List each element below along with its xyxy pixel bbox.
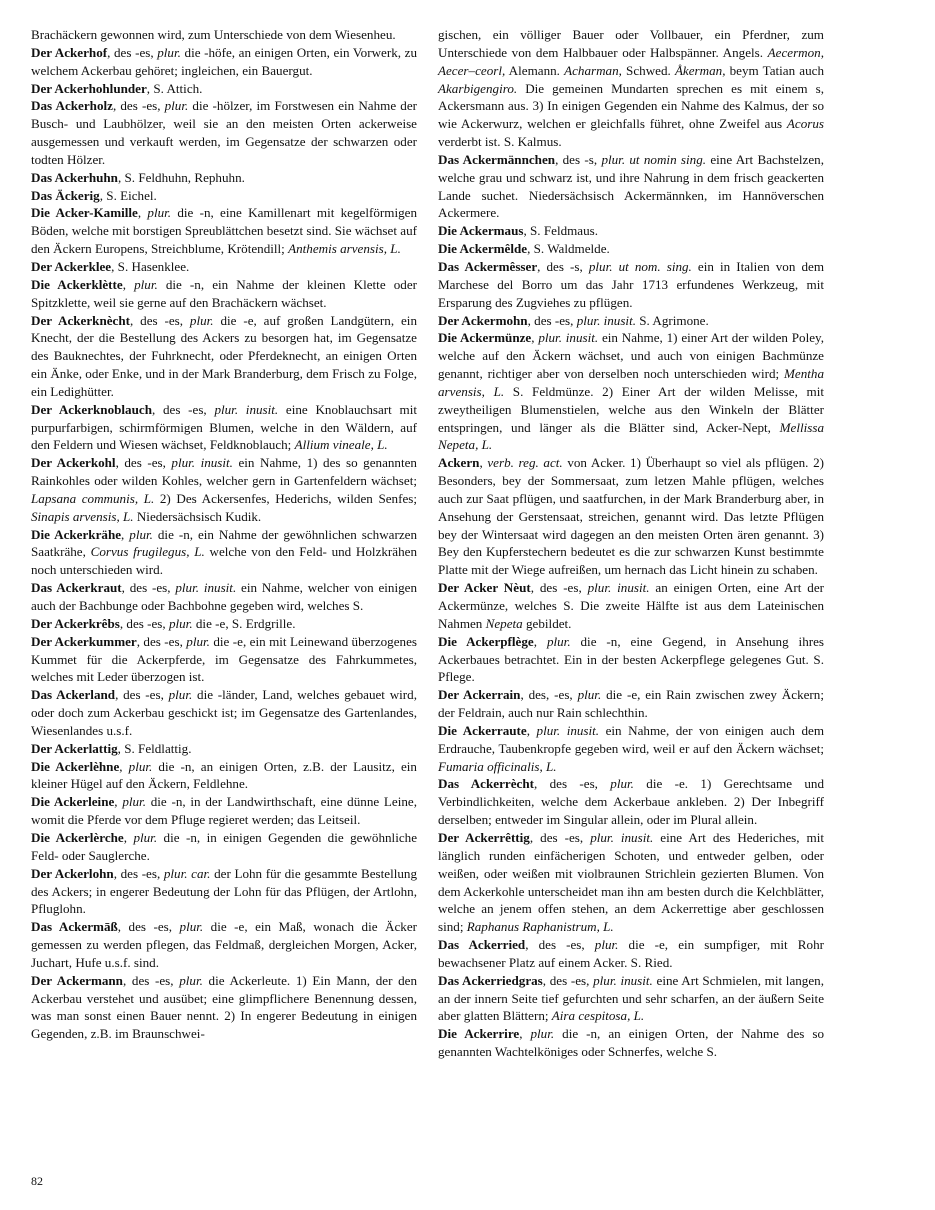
entry-text: , des -es, <box>112 98 165 114</box>
entry-text: die -n, an einigen Orten, der Nahme des so genannten Wachtelköniges oder Schnerfes, welche S. <box>438 1026 824 1060</box>
dictionary-entry <box>438 579 824 633</box>
entry-text: 2) Des Ackersenfes, Hederichs, wilden Senfes; <box>154 490 417 506</box>
entry-italic-text: Raphanus Raphanistrum, L. <box>466 919 614 935</box>
entry-text: , des -es, <box>117 919 180 935</box>
headword: Die Ackermêlde <box>438 241 528 257</box>
entry-italic-text: Acorus <box>786 116 824 132</box>
entry-italic-text: plur. <box>122 794 146 810</box>
entry-italic-text: Acharman, <box>564 62 622 78</box>
headword: Das Ackerholz <box>31 98 113 114</box>
dictionary-entry <box>31 686 417 740</box>
dictionary-entry <box>438 329 824 454</box>
entry-text: der Lohn für die gesammte Bestellung des Ackers; in engerer Bedeutung der Lohn für das Pflügen, der Artlohn, Pfluglohn. <box>31 865 417 917</box>
entry-text: , des -es, <box>533 776 611 792</box>
entry-italic-text: Allium vineale, L. <box>294 437 388 453</box>
dictionary-entry <box>438 775 824 829</box>
entry-text: , des -es, <box>542 972 594 988</box>
entry-text: , des -es, <box>530 580 588 596</box>
entry-italic-text: plur. car. <box>163 865 211 881</box>
entry-text: , des -es, <box>121 580 176 596</box>
headword: Der Ackerkohl <box>31 455 116 471</box>
entry-text: , S. Hasenklee. <box>111 258 190 274</box>
page-number: 82 <box>31 1174 43 1188</box>
dictionary-entry <box>31 204 417 258</box>
entry-text: eine Art Schmielen, mit langen, an der innern Seite tief gefurchten und sehr scharfen, an der äußern Seite aber glatten Blättern; <box>438 972 824 1024</box>
entry-text: , des -es, <box>525 937 595 953</box>
entry-text: verderbt ist. S. Kalmus. <box>438 134 562 150</box>
entry-text: gischen, ein völliger Bauer oder Vollbauer, ein Pferdner, zum Unterschiede von dem Halbbauer oder Halbspänner. Angels. <box>438 27 824 60</box>
dictionary-entry <box>31 918 417 972</box>
entry-text: die -länder, Land, welches gebauet wird, oder doch zum Ackerbau geschickt ist; im Gegensatze des Gartenlandes, Wiesenlandes u.s.f. <box>31 687 417 738</box>
entry-italic-text: plur. <box>530 1026 555 1042</box>
entry-text: , S. Waldmelde. <box>527 241 610 257</box>
entry-italic-text: plur. <box>594 937 619 953</box>
entry-text: , <box>121 526 130 542</box>
dictionary-entry <box>31 615 417 633</box>
dictionary-entry <box>31 829 417 865</box>
dictionary-entry <box>31 276 417 312</box>
headword: Der Ackerhof <box>31 44 108 60</box>
entry-text: Brachäckern gewonnen wird, zum Unterschiede von dem Wiesenheu. <box>31 27 396 42</box>
dictionary-entry <box>438 686 824 722</box>
headword: Der Ackerklee <box>31 258 112 274</box>
headword: Der Ackerkrêbs <box>31 615 120 631</box>
headword: Das Ackerriedgras <box>438 972 543 988</box>
entry-text: , <box>137 205 148 221</box>
headword: Der Ackermann <box>31 972 123 988</box>
entry-text: , <box>122 276 135 292</box>
entry-text: eine Art Bachstelzen, welche grau und schwarz ist, und ihre Nahrung in dem frisch geackerten Lande suchet. Niedersächsisch Ackermännken, im Hannöverschen Ackermere. <box>438 151 824 221</box>
headword: Ackern <box>438 455 480 471</box>
dictionary-entry <box>31 526 417 580</box>
entry-text: die -n, ein Nahme der kleinen Klette oder Spitzklette, weil sie gerne auf den Brachäckern wächset. <box>31 276 417 310</box>
entry-text: , des -s, <box>555 151 602 167</box>
entry-italic-text: plur. <box>168 687 193 703</box>
headword: Das Ackerland <box>31 687 116 703</box>
headword: Das Ackermêsser <box>438 258 538 274</box>
dictionary-entry <box>31 312 417 401</box>
dictionary-entry <box>438 151 824 222</box>
entry-italic-text: plur. <box>189 312 214 328</box>
entry-italic-text: Akarbigengiro. <box>438 80 518 96</box>
headword: Das Äckerig <box>31 187 100 203</box>
headword: Die Ackerpflège <box>438 633 534 649</box>
entry-italic-text: Mentha arvensis, L. <box>438 366 824 399</box>
headword: Der Ackerknècht <box>31 312 131 328</box>
entry-italic-text: plur. inusit. <box>587 580 650 596</box>
entry-italic-text: Åkerman, <box>674 62 726 78</box>
entry-text: , des -es, <box>527 312 577 328</box>
entry-text: ein Nahme, 1) einer Art der wilden Poley, welche auf den Äckern wächset, und auch von einigen Bachmünze genannt, richtiger aber von derselben noch unterschieden wird; <box>438 330 824 382</box>
dictionary-entry <box>31 26 417 44</box>
headword: Das Ackerkraut <box>31 580 122 596</box>
entry-text: , S. Attich. <box>146 80 203 96</box>
left-column <box>31 26 417 1043</box>
headword: Das Ackerried <box>438 937 526 953</box>
entry-text: die -n, ein Nahme der gewöhnlichen schwarzen Saatkrähe, <box>31 526 417 560</box>
dictionary-entry <box>31 972 417 1043</box>
entry-text: , S. Feldhuhn, Rephuhn. <box>117 169 245 185</box>
entry-text: , des -es, <box>115 455 172 471</box>
dictionary-entry <box>31 865 417 919</box>
entry-text: die -hölzer, im Forstwesen ein Nahme der Busch- und Laubhölzer, weil sie an den meisten Orten ackerweise ausgemessen und verkauft werden, im Gegensatze der schwarzen oder todten Hölzer. <box>31 98 417 167</box>
dictionary-entry <box>438 936 824 972</box>
entry-italic-text: plur. inusit. <box>576 312 636 328</box>
entry-text: , <box>119 758 129 774</box>
entry-text: , des -s, <box>537 258 589 274</box>
entry-text: die -e, ein Rain zwischen zwey Äckern; der Feldrain, auch nur Rain schlechthin. <box>438 687 824 721</box>
entry-italic-text: Mellissa Nepeta, L. <box>438 419 824 453</box>
entry-text: die -e. 1) Gerechtsame und Verbindlichkeiten, welche dem Ackerbaue ankleben. 2) Der Inbegriff derselben; entweder im Singular allein, oder im Plural allein. <box>438 776 825 828</box>
headword: Die Ackermünze <box>438 330 532 346</box>
entry-text: die -n, eine Gegend, in Ansehung ihres Ackerbaues betrachtet. Ein in der besten Ackerpflege gelegenes Gut. S. Pflege. <box>438 633 825 685</box>
entry-text: Alemann. <box>505 62 565 78</box>
headword: Das Ackermännchen <box>438 151 556 167</box>
dictionary-entry <box>438 26 824 151</box>
dictionary-entry <box>31 793 417 829</box>
entry-text: ein Nahme, welcher von einigen auch der Bachbunge oder Bachbohne gegeben wird, welches S. <box>31 580 417 613</box>
entry-text: ein Nahme, der von einigen auch dem Erdrauche, Taubenkropfe gegeben wird, weil er auf den Äckern wächset; <box>438 722 825 756</box>
dictionary-entry <box>31 758 417 794</box>
headword: Das Ackermāß <box>31 919 118 935</box>
entry-text: ein Nahme, 1) des so genannten Rainkohles oder wilden Kohles, welcher gern in Gartenfeldern wächset; <box>31 455 417 489</box>
entry-text: die -e, auf großen Landgütern, ein Knecht, der die Bestellung des Ackers zu besorgen hat, im Gegensatze des Bauknechtes, der Fuhrknecht, oder Pferdeknecht, an einigen Orten ein Änke, oder Enke, und in der Mark Branderburg, dem Frisch zu Folge, ein Ledighütter. <box>31 312 417 399</box>
entry-text: die -e, ein sumpfiger, mit Rohr bewachsener Platz auf einem Acker. S. Ried. <box>438 937 824 970</box>
entry-italic-text: plur. <box>546 633 571 649</box>
dictionary-entry <box>31 80 417 98</box>
entry-text: beym Tatian auch <box>725 62 825 78</box>
entry-italic-text: plur. <box>168 615 193 631</box>
entry-text: , des -es, <box>136 633 187 649</box>
entry-text: , <box>519 1026 531 1042</box>
entry-text: , des, -es, <box>520 687 578 703</box>
entry-text: die -n, an einigen Orten, z.B. der Lausitz, ein kleiner Hügel auf den Äckern, Feldlehne. <box>31 758 417 792</box>
entry-text: eine Art des Hederiches, mit länglich runden einfächerigen Schoten, und entweder gelben, oder weißen, oder weißen mit violbraunen Strichlein gezierten Blumen. Von dem Ackerkohle unterscheidet man ihn am besten durch die Kelchblätter, welche an jenem offen stehen, an dem Ackerrettige aber geschlossen sind; <box>438 829 824 935</box>
entry-italic-text: plur. inusit. <box>538 330 599 346</box>
entry-italic-text: Aira cespitosa, L. <box>551 1008 645 1024</box>
dictionary-entry <box>31 97 417 168</box>
dictionary-entry <box>438 240 824 258</box>
entry-text: , <box>533 633 547 649</box>
entry-text: , des -es, <box>122 972 180 988</box>
entry-italic-text: plur. inusit. <box>536 722 600 738</box>
dictionary-entry <box>31 633 417 687</box>
dictionary-entry <box>31 579 417 615</box>
headword: Der Ackerlattig <box>31 740 118 756</box>
entry-italic-text: verb. reg. act. <box>487 455 563 471</box>
entry-text: die Ackerleute. 1) Ein Mann, der den Ackerbau verstehet und ausübet; eine glimpflichere Benennung dessen, was man sonst einen Bauer nennt. 2) In engerer Bedeutung in einigen Gegenden, z.B. im Braunschwei- <box>31 972 417 1042</box>
entry-italic-text: plur. ut nomin sing. <box>601 151 707 167</box>
entry-text: die -höfe, an einigen Orten, ein Vorwerk, zu welchem Ackerbau gehöret; ingleichen, ein Bauergut. <box>31 44 417 78</box>
headword: Der Ackerkummer <box>31 633 137 649</box>
entry-italic-text: plur. <box>610 776 634 792</box>
entry-text: die -n, in der Landwirthschaft, eine dünne Leine, womit die Pferde vor dem Pfluge regieret werden; das Leitseil. <box>31 794 418 828</box>
entry-text: S. Agrimone. <box>636 312 709 328</box>
entry-italic-text: plur. ut nom. sing. <box>588 258 692 274</box>
entry-italic-text: plur. <box>134 276 158 292</box>
entry-italic-text: plur. <box>147 205 172 221</box>
headword: Der Ackerknoblauch <box>31 401 152 417</box>
headword: Die Ackerlèrche <box>31 829 124 845</box>
dictionary-entry <box>438 1025 824 1061</box>
headword: Die Ackerkrähe <box>31 526 122 542</box>
entry-italic-text: plur. inusit. <box>590 829 654 845</box>
entry-text: Die gemeinen Mundarten sprechen es mit einem s, Ackersmann aus. 3) In einigen Gegenden ein Nahme des Kalmus, der so wie Ackerwurz, welchen er gleichfalls führet, ohne Zweifel aus <box>438 80 824 132</box>
dictionary-entry <box>438 633 824 687</box>
headword: Die Ackerklètte <box>31 276 123 292</box>
entry-text: ein in Italien von dem Marchese del Borro um das Jahr 1713 erfundenes Werkzeug, mit Ersparung des Zugviehes zu pflügen. <box>438 258 825 310</box>
entry-text: welche von den Feld- und Holzkrähen noch unterschieden wird. <box>31 544 418 578</box>
entry-text: die -e, S. Erdgrille. <box>192 615 296 631</box>
entry-italic-text: plur. <box>157 44 181 60</box>
headword: Die Acker-Kamille <box>31 205 138 221</box>
dictionary-entry <box>31 258 417 276</box>
dictionary-entry <box>438 258 824 312</box>
entry-text: von Acker. 1) Überhaupt so viel als pflügen. 2) Besonders, bey der Sommersaat, zum letzen Mahle pflügen, welches auch zur Saat pflügen, und saatfurchen, in der Mark Branderburg aber, in Ansehung der Gerstensaat, streichen, genannt wird. Das letzte Pflügen bey der Wintersaat wird dagegen an den meisten Orten ären genannt. 3) Bey den Kupferstechern bedeutet es die zur schwarzen Kunst bestimmte Platte mit der Wiege aufreißen, um hernach das Licht hinein zu schaben. <box>438 455 824 578</box>
entry-italic-text: plur. inusit. <box>214 401 279 417</box>
entry-italic-text: Sinapis arvensis, L. <box>31 508 134 524</box>
headword: Der Ackermohn <box>438 312 528 328</box>
dictionary-entry <box>438 312 824 330</box>
dictionary-entry <box>31 187 417 205</box>
entry-italic-text: plur. inusit. <box>593 972 653 988</box>
entry-text: , des -es, <box>113 865 164 881</box>
entry-italic-text: Fumaria officinalis, L. <box>438 758 557 774</box>
dictionary-entry <box>438 722 824 776</box>
entry-text: , des -es, <box>130 312 190 328</box>
entry-italic-text: plur. <box>164 98 189 114</box>
headword: Der Ackerlohn <box>31 865 114 881</box>
headword: Der Ackerhohlunder <box>31 80 147 96</box>
entry-italic-text: plur. <box>129 526 153 542</box>
entry-text: eine Knoblauchsart mit purpurfarbigen, schirmförmigen Blumen, welche in den Wäldern, auf den Feldern und Wiesen wächset, Feldknoblauch; <box>31 401 417 453</box>
entry-italic-text: Corvus frugilegus, L. <box>90 544 205 560</box>
entry-text: , <box>123 829 134 845</box>
dictionary-entry <box>438 829 824 936</box>
entry-text: , des -es, <box>107 44 158 60</box>
entry-text: Niedersächsisch Kudik. <box>133 508 262 524</box>
entry-text: , <box>479 455 488 471</box>
entry-text: , des -es, <box>119 615 169 631</box>
headword: Das Ackerhuhn <box>31 169 118 185</box>
entry-text: die -n, in einigen Gegenden die gewöhnliche Feld- oder Sauglerche. <box>31 829 418 863</box>
dictionary-entry <box>31 44 417 80</box>
entry-text: Schwed. <box>621 62 675 78</box>
entry-text: die -n, eine Kamillenart mit kegelförmigen Böden, welche mit borstigen Spreublättchen besetzt sind. Sie wächset auf den Äckern Europens, Streichblume, Krötendill; <box>31 205 417 257</box>
entry-italic-text: plur. <box>128 758 153 774</box>
headword: Die Ackermaus <box>438 223 524 239</box>
entry-italic-text: plur. inusit. <box>175 580 237 596</box>
entry-text: gebildet. <box>522 615 572 631</box>
entry-italic-text: plur. inusit. <box>171 455 233 471</box>
entry-text: , des -es, <box>529 829 591 845</box>
headword: Die Ackerleine <box>31 794 115 810</box>
entry-italic-text: Anthemis arvensis, L. <box>288 241 401 257</box>
entry-text: , <box>526 722 537 738</box>
entry-italic-text: plur. <box>133 829 158 845</box>
headword: Die Ackerlèhne <box>31 758 120 774</box>
headword: Der Ackerrêttig <box>438 829 530 845</box>
headword: Die Ackerrire <box>438 1026 520 1042</box>
dictionary-entry <box>438 972 824 1026</box>
entry-text: S. Feldmünze. 2) Einer Art der wilden Melisse, mit zweytheiligen Blumenstielen, welche aus den Winkeln der Blätter entspringen, und länger als die Blätter sind, Acker-Nept, <box>438 383 824 435</box>
headword: Das Ackerrècht <box>438 776 534 792</box>
entry-text: , des -es, <box>151 401 215 417</box>
entry-italic-text: Nepeta <box>485 615 523 631</box>
entry-text: , S. Feldlattig. <box>117 740 192 756</box>
entry-italic-text: plur. <box>186 633 210 649</box>
entry-text: an einigen Orten, eine Art der Ackermünze, welches S. Die zweite Hälfte ist aus dem Lateinischen Nahmen <box>438 580 824 631</box>
headword: Der Acker Nèut <box>438 580 531 596</box>
entry-text: , S. Eichel. <box>99 187 157 203</box>
entry-text: , <box>114 794 123 810</box>
headword: Der Ackerrain <box>438 687 521 703</box>
dictionary-entry <box>31 740 417 758</box>
entry-text: die -e, ein Maß, wonach die Äcker gemessen zu werden pflegen, das Feldmaß, dergleichen Morgen, Acker, Juchart, Hufe u.s.f. sind. <box>31 919 417 970</box>
dictionary-entry <box>31 169 417 187</box>
entry-text: , <box>531 330 539 346</box>
entry-italic-text: Aecermon, Aecer–ceorl, <box>438 44 824 78</box>
entry-text: , des -es, <box>115 687 169 703</box>
dictionary-entry <box>438 222 824 240</box>
entry-italic-text: plur. <box>179 972 203 988</box>
right-column <box>438 26 824 1061</box>
entry-italic-text: plur. <box>577 687 602 703</box>
dictionary-entry <box>438 454 824 579</box>
entry-italic-text: plur. <box>179 919 204 935</box>
entry-text: , S. Feldmaus. <box>523 223 599 239</box>
entry-text: die -e, ein mit Leinewand überzogenes Kummet für die Ackerpferde, im Gegensatze des Fahrkummetes, welches mit Leder überzogen ist. <box>31 633 417 685</box>
dictionary-entry <box>31 401 417 455</box>
headword: Die Ackerraute <box>438 722 527 738</box>
entry-italic-text: Lapsana communis, L. <box>31 490 155 506</box>
dictionary-entry <box>31 454 417 525</box>
